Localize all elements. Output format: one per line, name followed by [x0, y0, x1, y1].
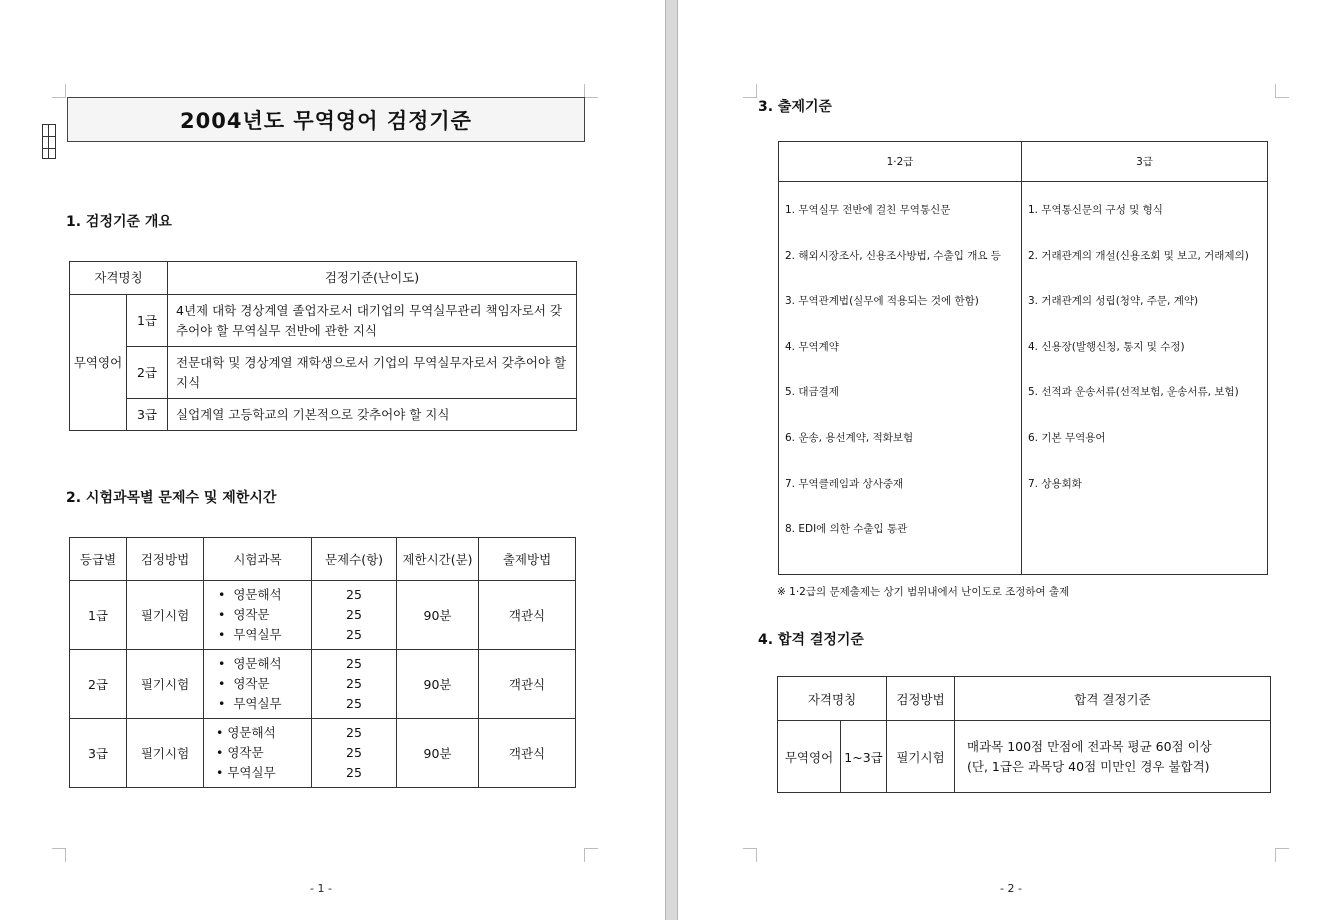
list-item: 2. 해외시장조사, 신용조사방법, 수출입 개요 등: [785, 249, 1001, 262]
exam-scope-table: [778, 141, 1268, 575]
qualification-cell: 무역영어: [70, 295, 127, 431]
list-item: • 영작문: [218, 676, 270, 691]
list-item: 6. 운송, 용선계약, 적화보험: [785, 431, 914, 444]
crop-mark: [1275, 84, 1289, 98]
type-cell: 객관식: [479, 650, 576, 719]
table-row: [70, 581, 576, 650]
list-item: 1. 무역실무 전반에 걸친 무역통신문: [785, 204, 951, 216]
list-item: 6. 기본 무역용어: [1028, 431, 1106, 444]
method-cell: 필기시험: [887, 721, 955, 793]
method-cell: 필기시험: [127, 650, 204, 719]
type-cell: 객관식: [479, 719, 576, 788]
list-item: 5. 선적과 운송서류(선적보험, 운송서류, 보험): [1028, 386, 1239, 399]
list-item: 3. 무역관계법(실무에 적용되는 것에 한함): [785, 295, 979, 308]
crop-mark: [1275, 848, 1289, 862]
crop-mark: [584, 848, 598, 862]
grade-cell: 1급: [127, 295, 168, 347]
crop-mark: [743, 84, 757, 98]
page-number: - 1 -: [310, 882, 332, 895]
qualification-cell: 무역영어: [778, 721, 841, 793]
table-header: 3급: [1022, 142, 1268, 182]
crop-mark: [584, 84, 598, 98]
table-header: 출제방법: [479, 538, 576, 581]
grade-cell: 2급: [70, 650, 127, 719]
grade-cell: 3급: [127, 399, 168, 431]
table-header: 합격 결정기준: [955, 677, 1271, 721]
scope-column-1: [779, 182, 1022, 575]
page-gutter: [665, 0, 678, 920]
grade-cell: 3급: [70, 719, 127, 788]
list-item: • 무역실무: [216, 765, 276, 780]
criteria-cell: 전문대학 및 경상계열 재학생으로서 기업의 무역실무자로서 갖추어야 할 지식: [168, 347, 577, 399]
list-item: 3. 거래관계의 성립(청약, 주문, 계약): [1028, 295, 1199, 308]
section-heading: 2. 시험과목별 문제수 및 제한시간: [66, 490, 277, 506]
subjects-cell: [204, 719, 312, 788]
document-page-1: [0, 0, 665, 920]
scope-column-2: [1022, 182, 1268, 575]
list-item: • 영작문: [216, 745, 264, 760]
section-heading: 1. 검정기준 개요: [66, 214, 172, 230]
count-cell: 25 25 25: [312, 719, 397, 788]
section-heading: 4. 합격 결정기준: [758, 632, 864, 648]
exam-subjects-table: [69, 537, 576, 788]
table-header: 검정기준(난이도): [168, 262, 577, 295]
type-cell: 객관식: [479, 581, 576, 650]
criteria-cell: 4년제 대학 경상계열 졸업자로서 대기업의 무역실무관리 책임자로서 갖추어야 할 무역실무 전반에 관한 지식: [168, 295, 577, 347]
time-cell: 90분: [397, 581, 479, 650]
table-header: 검정방법: [887, 677, 955, 721]
method-cell: 필기시험: [127, 719, 204, 788]
count-cell: 25 25 25: [312, 650, 397, 719]
time-cell: 90분: [397, 650, 479, 719]
table-header: 검정방법: [127, 538, 204, 581]
table-header: 제한시간(분): [397, 538, 479, 581]
grade-cell: 1급: [70, 581, 127, 650]
criteria-cell: 매과목 100점 만점에 전과목 평균 60점 이상 (단, 1급은 과목당 40점 미만인 경우 불합격): [955, 721, 1271, 793]
list-item: 4. 신용장(발행신청, 통지 및 수정): [1028, 340, 1185, 353]
criteria-cell: 실업계열 고등학교의 기본적으로 갖추어야 할 지식: [168, 399, 577, 431]
page-number: - 2 -: [1000, 882, 1022, 895]
document-title: 2004년도 무역영어 검정기준: [67, 97, 585, 142]
subjects-cell: [204, 650, 312, 719]
list-item: 7. 상용회화: [1028, 477, 1082, 490]
count-cell: 25 25 25: [312, 581, 397, 650]
crop-mark: [52, 84, 66, 98]
list-item: • 무역실무: [218, 696, 282, 711]
list-item: • 영작문: [218, 607, 270, 622]
section-heading: 3. 출제기준: [758, 99, 833, 115]
crop-mark: [743, 848, 757, 862]
table-header: 문제수(항): [312, 538, 397, 581]
list-item: 8. EDI에 의한 수출입 통관: [785, 523, 908, 536]
method-cell: 필기시험: [127, 581, 204, 650]
list-item: • 무역실무: [218, 627, 282, 642]
list-item: 4. 무역계약: [785, 340, 839, 353]
list-item: 2. 거래관계의 개설(신용조회 및 보고, 거래제의): [1028, 249, 1249, 262]
table-header: 시험과목: [204, 538, 312, 581]
document-page-2: [678, 0, 1337, 920]
table-header: 자격명칭: [778, 677, 887, 721]
criteria-overview-table: [69, 261, 577, 431]
list-item: • 영문해석: [216, 725, 276, 740]
table-header: 등급별: [70, 538, 127, 581]
list-item: • 영문해석: [218, 587, 282, 602]
time-cell: 90분: [397, 719, 479, 788]
pass-criteria-table: [777, 676, 1271, 793]
grade-cell: 2급: [127, 347, 168, 399]
table-row: [778, 721, 1271, 793]
list-item: 7. 무역클레임과 상사중재: [785, 477, 904, 490]
footnote: ※ 1·2급의 문제출제는 상기 범위내에서 난이도로 조정하여 출제: [777, 586, 1070, 598]
page-layout-icon[interactable]: [42, 124, 56, 159]
list-item: 1. 무역통신문의 구성 및 형식: [1028, 204, 1163, 216]
crop-mark: [52, 848, 66, 862]
table-header: 1·2급: [779, 142, 1022, 182]
list-item: 5. 대금결제: [785, 386, 839, 399]
table-row: [70, 650, 576, 719]
subjects-cell: [204, 581, 312, 650]
table-header: 자격명칭: [70, 262, 168, 295]
grade-range-cell: 1~3급: [841, 721, 887, 793]
list-item: • 영문해석: [218, 656, 282, 671]
table-row: [70, 719, 576, 788]
